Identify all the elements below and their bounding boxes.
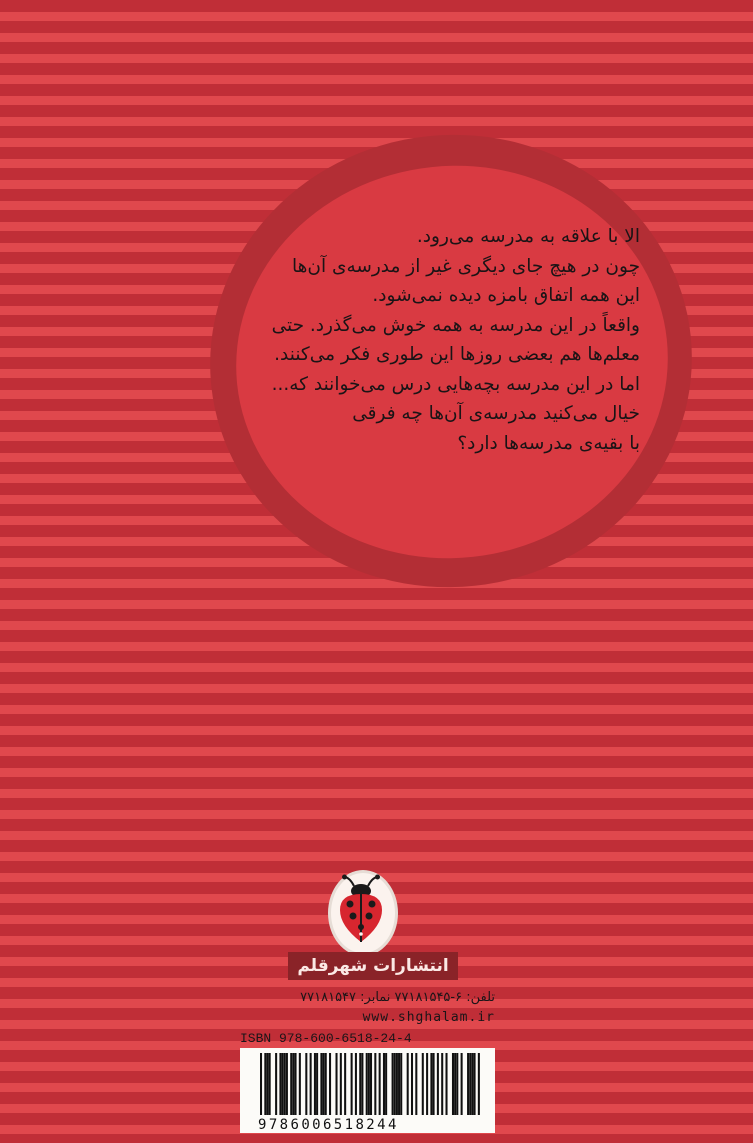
barcode-bar — [467, 1053, 469, 1115]
blurb-line: این همه اتفاق بامزه دیده نمی‌شود. — [372, 285, 640, 306]
barcode-bar — [456, 1053, 458, 1115]
barcode-bar — [275, 1053, 277, 1115]
barcode-digits: 9786006518244 — [258, 1117, 399, 1133]
barcode-bar — [351, 1053, 353, 1115]
barcode-bar — [260, 1053, 262, 1115]
barcode-bar — [325, 1053, 327, 1115]
barcode-bar — [361, 1053, 363, 1115]
barcode-bar — [474, 1053, 476, 1115]
ladybug-pen-nib-icon — [330, 872, 392, 950]
barcode-bar — [398, 1053, 400, 1115]
barcode-bar — [430, 1053, 432, 1115]
barcode-bar — [437, 1053, 439, 1115]
barcode-bar — [366, 1053, 368, 1115]
blurb-line: الا با علاقه به مدرسه می‌رود. — [416, 226, 640, 247]
barcode-bar — [323, 1053, 325, 1115]
barcode-bar — [329, 1053, 331, 1115]
barcode-bar — [314, 1053, 316, 1115]
blurb-line: با بقیه‌ی مدرسه‌ها دارد؟ — [457, 432, 640, 454]
barcode-bar — [355, 1053, 357, 1115]
barcode-bar — [471, 1053, 473, 1115]
barcode-bar — [282, 1053, 284, 1115]
barcode-bar — [394, 1053, 396, 1115]
barcode-bar — [340, 1053, 342, 1115]
barcode-bar — [415, 1053, 417, 1115]
barcode-bar — [379, 1053, 381, 1115]
barcode-bar — [286, 1053, 288, 1115]
barcode-bar — [454, 1053, 456, 1115]
barcode-bar — [411, 1053, 413, 1115]
barcode-bar — [370, 1053, 372, 1115]
barcode-bar — [452, 1053, 454, 1115]
barcode-bar — [374, 1053, 376, 1115]
blurb-line: خیال می‌کنید مدرسه‌ی آن‌ها چه فرقی — [352, 403, 640, 424]
publisher-name: انتشارات شهرقلم — [288, 952, 458, 980]
barcode-bar — [445, 1053, 447, 1115]
barcode-bar — [266, 1053, 268, 1115]
blurb-line: چون در هیچ جای دیگری غیر از مدرسه‌ی آن‌ها — [291, 255, 640, 277]
barcode-bar — [385, 1053, 387, 1115]
blurb-text — [240, 222, 640, 458]
barcode-bar — [478, 1053, 480, 1115]
publisher-phone-fax: تلفن: ۶-۷۷۱۸۱۵۴۵ نمابر: ۷۷۱۸۱۵۴۷ — [300, 990, 495, 1005]
barcode-bar — [407, 1053, 409, 1115]
barcode-bar — [284, 1053, 286, 1115]
barcode-bar — [433, 1053, 435, 1115]
barcode-bar — [295, 1053, 297, 1115]
barcode-bar — [426, 1053, 428, 1115]
barcode-bar — [279, 1053, 281, 1115]
barcode-bar — [290, 1053, 292, 1115]
barcode-bar — [299, 1053, 301, 1115]
barcode-bar — [310, 1053, 312, 1115]
barcode-bar — [359, 1053, 361, 1115]
blurb-line: اما در این مدرسه بچه‌هایی درس می‌خوانند که... — [271, 373, 640, 395]
barcode-bar — [461, 1053, 463, 1115]
barcode-bar — [396, 1053, 398, 1115]
barcode-bar — [305, 1053, 307, 1115]
barcode-bar — [392, 1053, 394, 1115]
isbn-barcode — [260, 1053, 480, 1115]
barcode-bar — [469, 1053, 471, 1115]
barcode-bar — [335, 1053, 337, 1115]
isbn-number: ISBN 978-600-6518-24-4 — [240, 1031, 412, 1046]
barcode-bar — [422, 1053, 424, 1115]
barcode-bar — [292, 1053, 294, 1115]
barcode-bar — [320, 1053, 322, 1115]
barcode-bar — [400, 1053, 402, 1115]
barcode-bar — [264, 1053, 266, 1115]
barcode-bar — [269, 1053, 271, 1115]
barcode-bar — [368, 1053, 370, 1115]
blurb-line: واقعاً در این مدرسه به همه خوش می‌گذرد. حتی — [271, 314, 640, 336]
publisher-website: www.shghalam.ir — [362, 1010, 495, 1025]
blurb-line: معلم‌ها هم بعضی روزها این طوری فکر می‌کنند. — [274, 344, 640, 365]
barcode-bar — [383, 1053, 385, 1115]
barcode-bar — [316, 1053, 318, 1115]
barcode-bar — [441, 1053, 443, 1115]
barcode-bar — [344, 1053, 346, 1115]
